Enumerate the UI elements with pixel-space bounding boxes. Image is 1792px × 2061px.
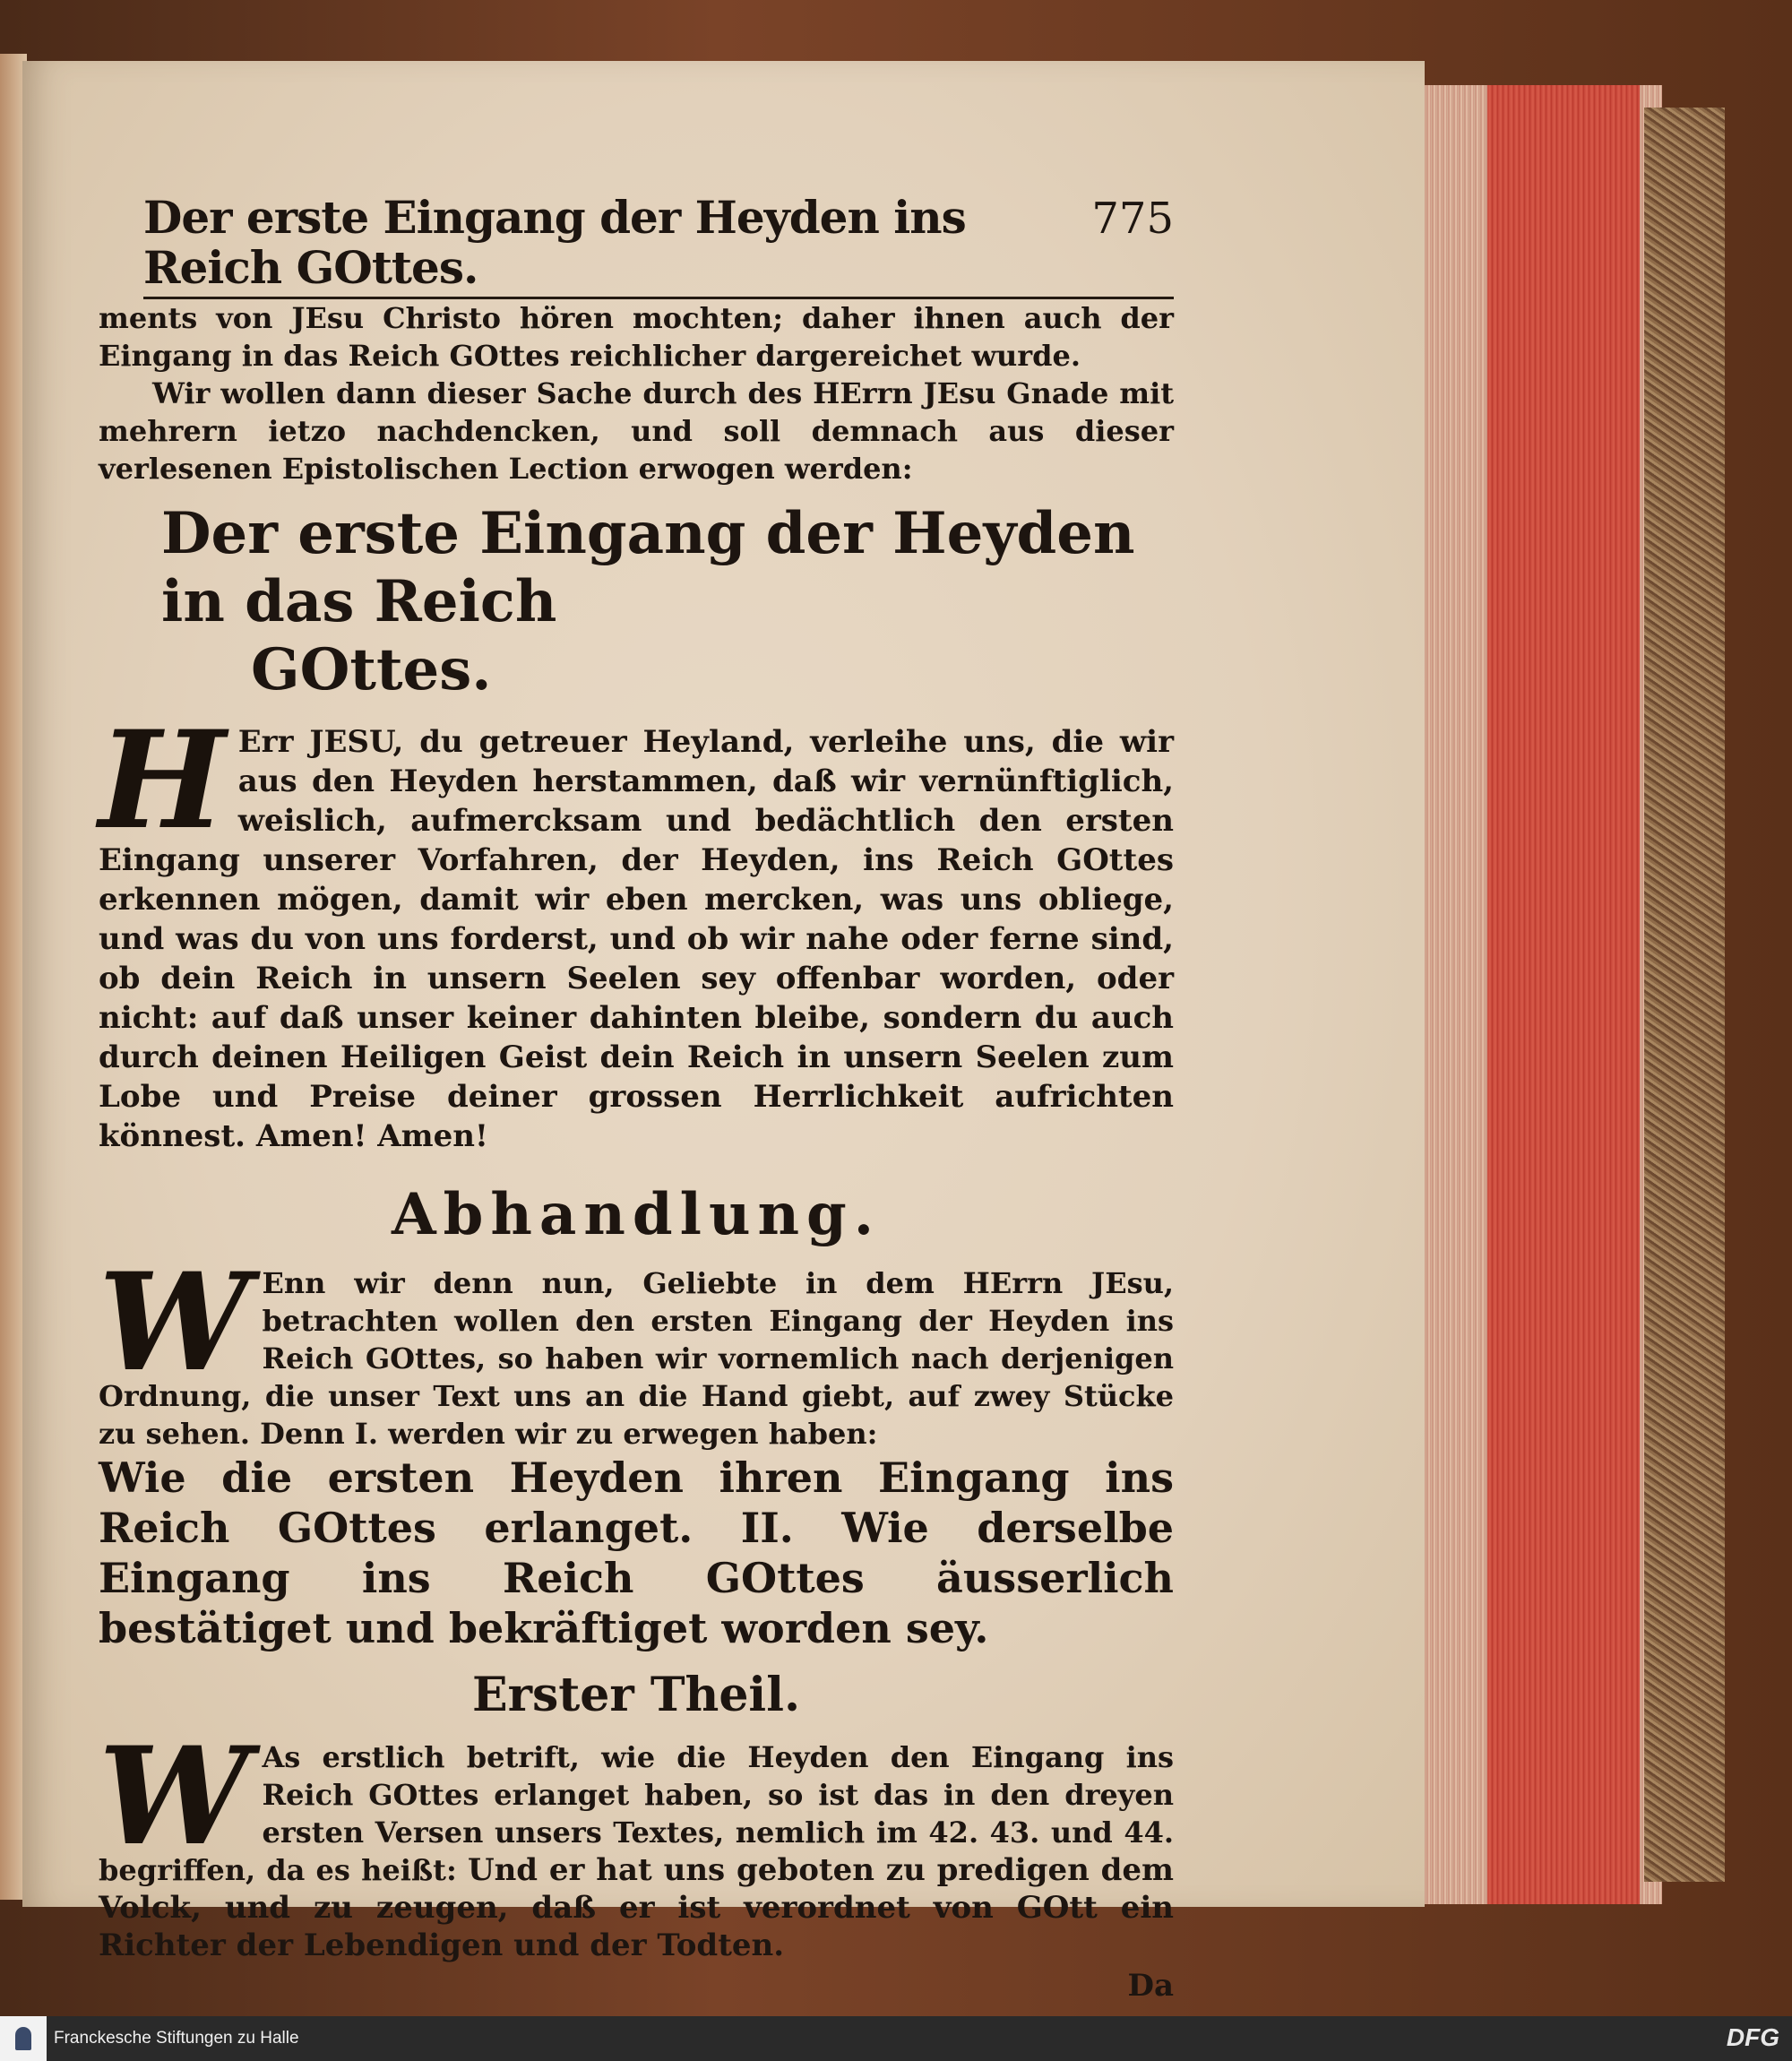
intro-paragraph-1: ments von JEsu Christo hören mochten; daher ihnen auch der Eingang in das Reich GOttes reichlicher dargereichet wurde. <box>99 301 1174 373</box>
institution-label[interactable]: Franckesche Stiftungen zu Halle <box>54 2029 299 2048</box>
dfg-badge[interactable]: DFG <box>1726 2023 1779 2051</box>
abhandlung-text: Enn wir denn nun, Geliebte in dem HErrn JEsu, betrachten wollen den ersten Eingang der Heyden ins Reich GOttes, so haben wir vornemlich nach derjenigen Ordnung, die unser Text uns an die Hand giebt, auf zwey Stücke zu sehen. Denn I. werden wir zu erwegen haben: <box>99 1266 1174 1451</box>
erster-theil-quote: Und er hat uns geboten zu predigen dem Volck, und zu zeugen, daß er ist verordnet von GOtt ein Richter der Lebendigen und der Todten. <box>99 1852 1175 1963</box>
abhandlung-thesis: Wie die ersten Heyden ihren Eingang ins Reich GOttes erlanget. II. Wie derselbe Eingang ins Reich GOttes äusserlich bestätiget und bekräftiget worden sey. <box>99 1453 1174 1652</box>
prayer-paragraph <box>99 702 1174 1156</box>
prayer-text: Err JESU, du getreuer Heyland, verleihe uns, die wir aus den Heyden herstammen, daß wir vernünftiglich, weislich, aufmercksam und bedächtlich den ersten Eingang unserer Vorfahren, der Heyden, ins Reich GOttes erkennen mögen, damit wir eben mercken, was uns obliege, und was du von uns forderst, und ob wir nahe oder ferne sind, ob dein Reich in unsern Seelen sey offenbar worden, oder nicht: auf daß unser keiner dahinten bleibe, sondern du auch durch deinen Heiligen Geist dein Reich in unsern Seelen zum Lobe und Preise deiner grossen Herrlichkeit aufrichten könnest. Amen! Amen! <box>99 724 1174 1154</box>
page-text-column <box>99 193 1174 2004</box>
book-cover-edge <box>1644 108 1725 1882</box>
erster-theil-text: As erstlich betrift, wie die Heyden den Eingang ins Reich GOttes erlanget haben, so ist das in den dreyen ersten Versen unsers Textes, nemlich im 42. 43. und 44. begriffen, da es heißt: <box>99 1740 1174 1887</box>
running-head <box>143 193 1174 299</box>
abhandlung-heading: Abhandlung. <box>391 1181 882 1248</box>
red-edge-stack <box>1487 85 1640 1904</box>
main-heading-line-2: GOttes. <box>251 636 492 703</box>
institution-logo[interactable] <box>0 2016 47 2061</box>
intro-paragraph-2: Wir wollen dann dieser Sache durch des HErrn JEsu Gnade mit mehrern ietzo nachdencken, und soll demnach aus dieser verlesenen Epistolischen Lection erwogen werden: <box>99 376 1174 486</box>
building-icon <box>15 2027 31 2050</box>
page-number: 775 <box>1091 194 1174 244</box>
catchword: Da <box>1127 1968 1174 2004</box>
viewer-footer-bar <box>0 2016 1792 2061</box>
erster-theil-heading: Erster Theil. <box>471 1668 801 1722</box>
erster-theil-paragraph <box>99 1718 1175 1964</box>
prayer-dropcap: H <box>99 702 226 859</box>
running-head-title: Der erste Eingang der Heyden ins Reich GOttes. <box>143 191 966 294</box>
abhandlung-dropcap: W <box>99 1244 250 1401</box>
abhandlung-paragraph <box>99 1244 1174 1453</box>
main-heading <box>161 500 1174 704</box>
main-heading-line-1: Der erste Eingang der Heyden in das Reich <box>161 500 1135 635</box>
erster-theil-dropcap: W <box>99 1718 250 1876</box>
